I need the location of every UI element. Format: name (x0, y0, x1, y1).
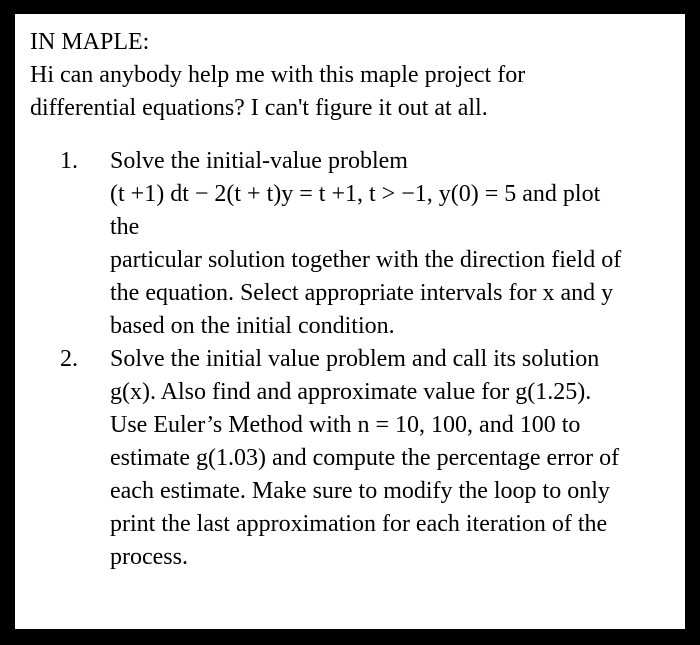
item-line: based on the initial condition. (110, 313, 395, 339)
item-line: Use Euler’s Method with n = 10, 100, and 100 to (110, 412, 581, 438)
list-item (30, 343, 671, 574)
item-number: 1. (60, 148, 78, 174)
question-list (30, 145, 671, 574)
item-line: print the last approximation for each iteration of the (110, 511, 608, 537)
equation-line: (t +1) dt − 2(t + t)y = t +1, t > −1, y(0) = 5 and plot (110, 181, 601, 207)
item-line: particular solution together with the direction field of (110, 247, 622, 273)
item-text (92, 145, 671, 343)
item-line: g(x). Also find and approximate value for g(1.25). (110, 379, 592, 405)
intro-text (30, 59, 671, 125)
item-line: the equation. Select appropriate intervals for x and y (110, 280, 614, 306)
item-line: Solve the initial value problem and call its solution (110, 346, 600, 372)
item-line: each estimate. Make sure to modify the loop to only (110, 478, 610, 504)
item-line: estimate g(1.03) and compute the percentage error of (110, 445, 620, 471)
intro-line: Hi can anybody help me with this maple project for (30, 62, 526, 88)
item-line: process. (110, 544, 188, 570)
item-text (92, 343, 671, 574)
intro-line: differential equations? I can't figure it out at all. (30, 95, 488, 121)
item-number: 2. (60, 346, 78, 372)
list-item (30, 145, 671, 343)
item-line: Solve the initial-value problem (110, 148, 408, 174)
item-line: the (110, 214, 140, 240)
heading: IN MAPLE: (30, 29, 150, 55)
question-card (15, 14, 685, 629)
